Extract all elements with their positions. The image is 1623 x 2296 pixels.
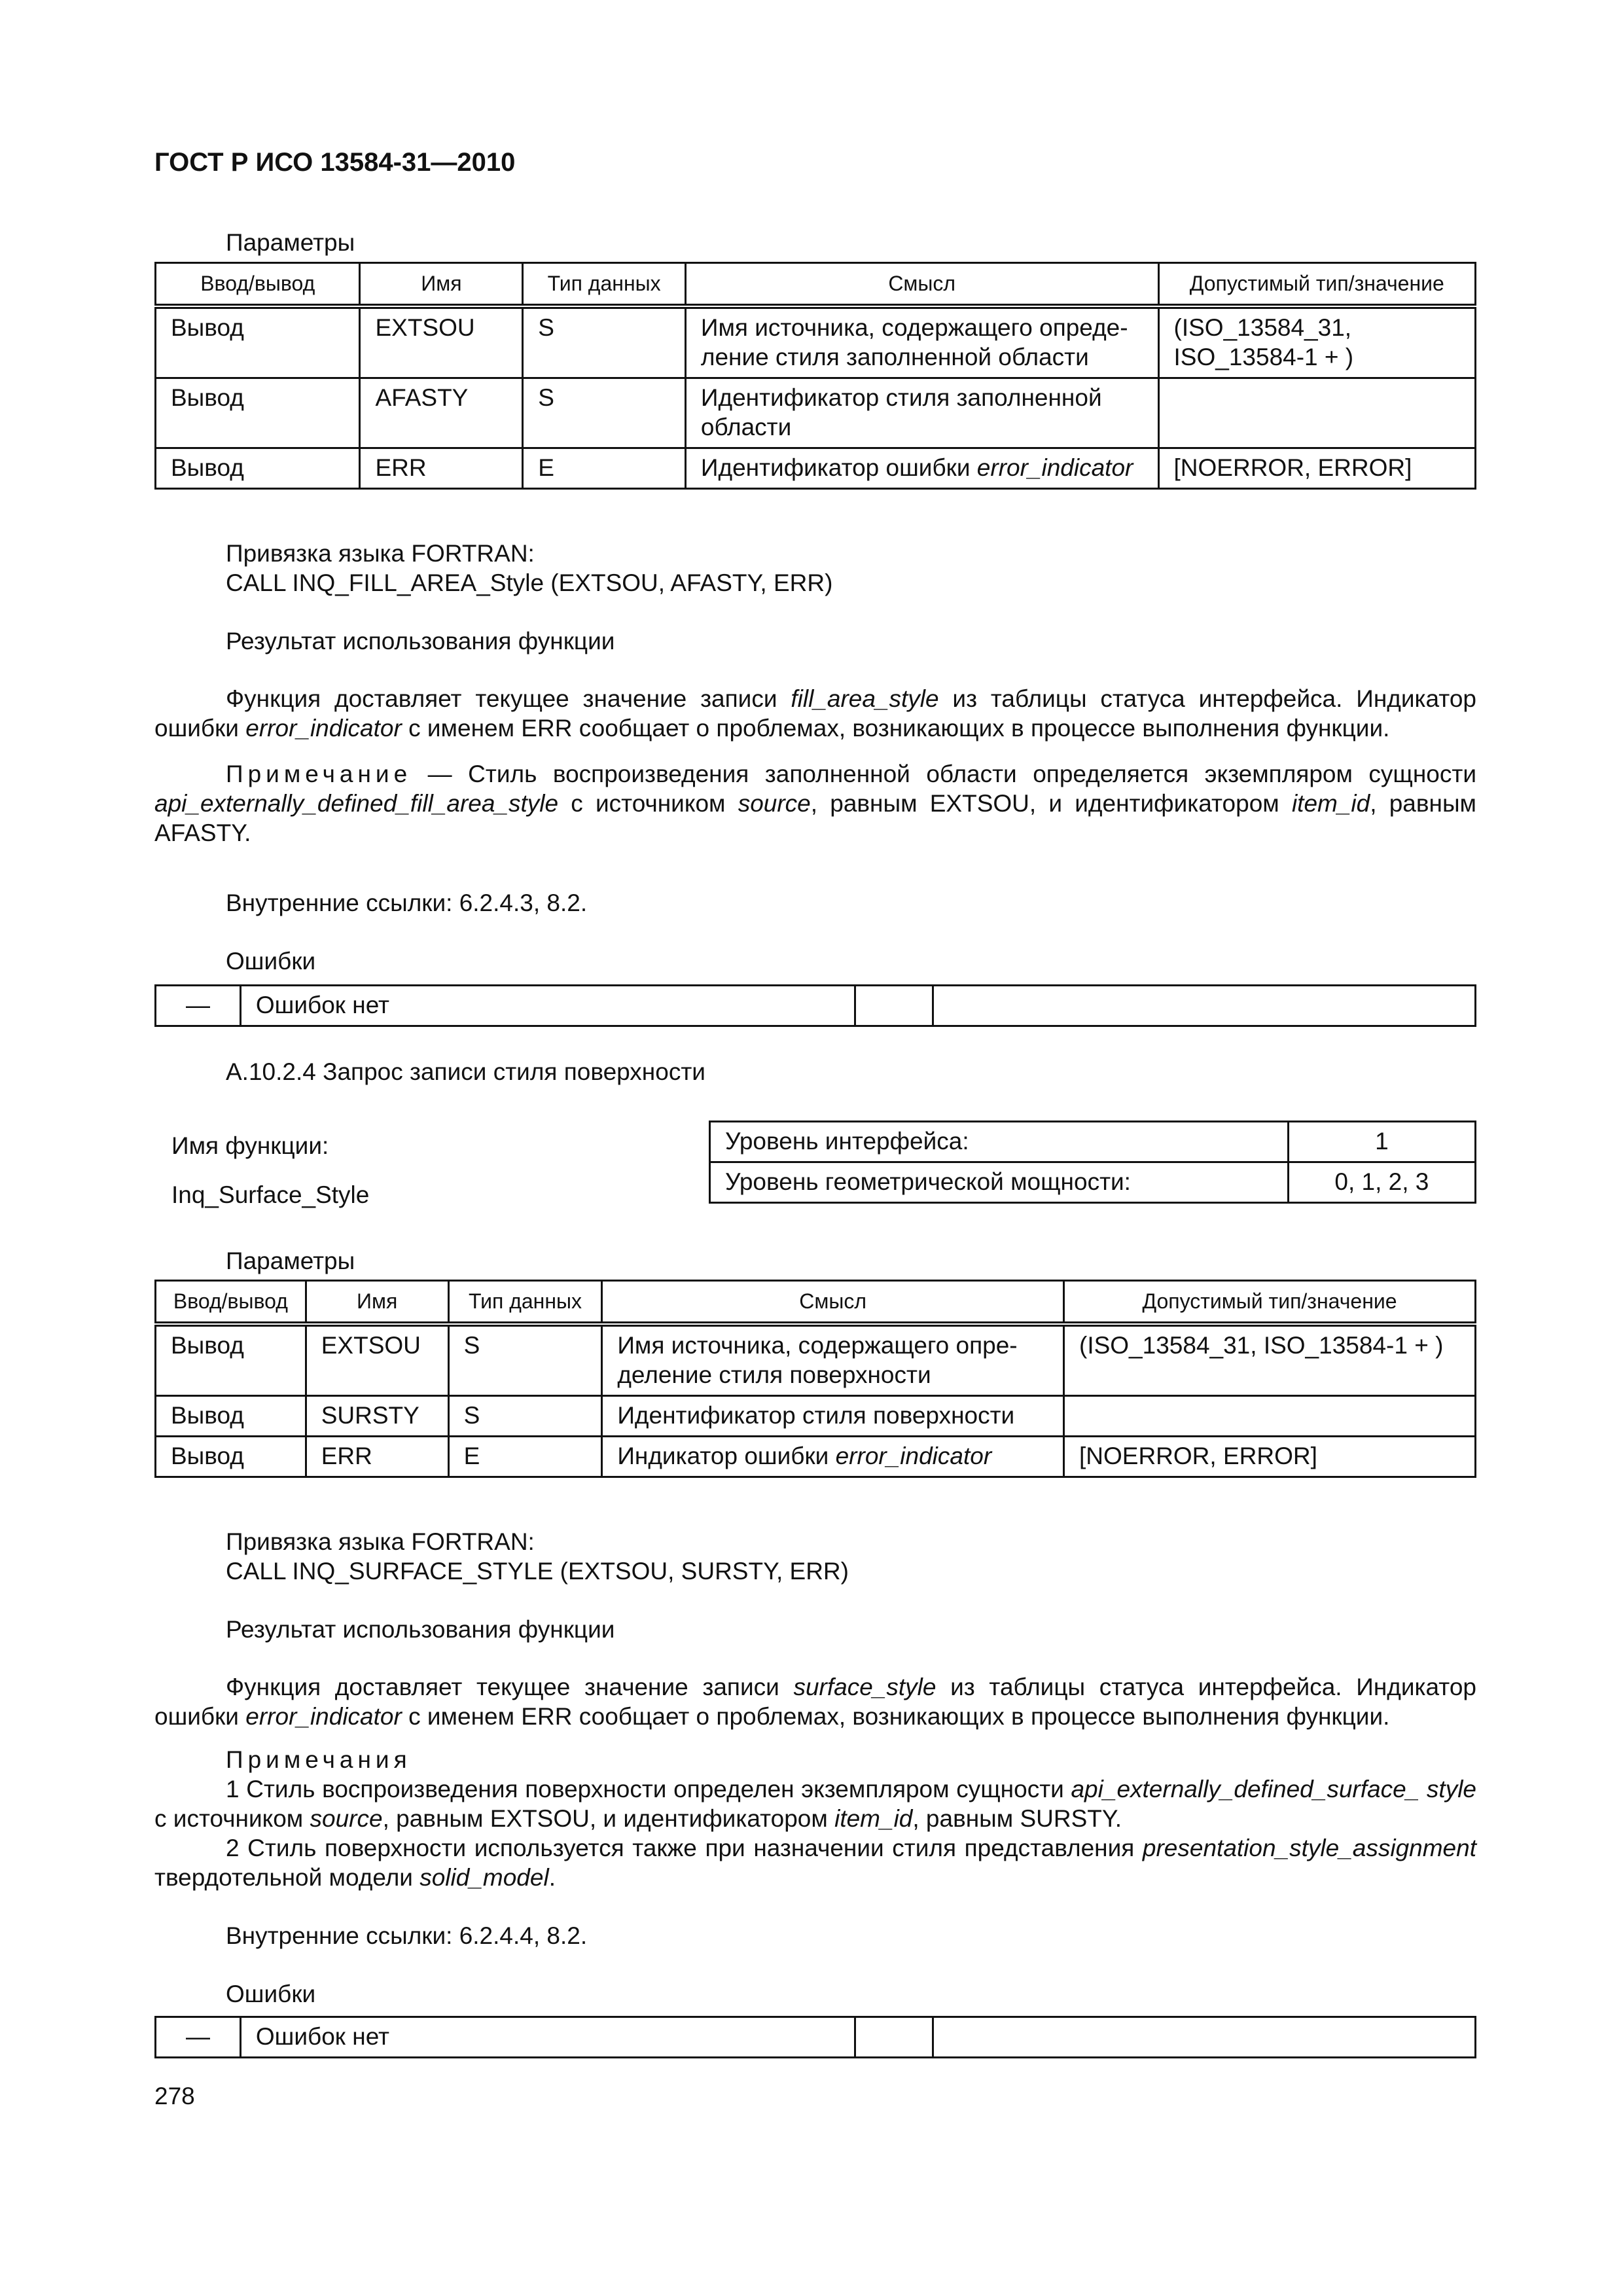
result-text-1: Функция доставляет текущее значение записи fill_area_style из таблицы статуса интерфейса. Индикатор ошибки error_indicator с именем ERR сообщает о проблемах, возникающих в процессе выполнения функции. [154,685,1476,742]
table-row: Вывод ERR E Идентификатор ошибки error_indicator [NOERROR, ERROR] [156,448,1476,489]
fortran-call-2: CALL INQ_SURFACE_STYLE (EXTSOU, SURSTY, ERR) [226,1558,849,1585]
col-type: Тип данных [448,1281,602,1325]
note-2-1: 1 Стиль воспроизведения поверхности определен экземпляром сущности api_externally_defined_surface_ style с источником source, равным EXTSOU, и идентификатором item_id, равным SURSTY. [154,1776,1476,1832]
params-label: Параметры [226,229,355,256]
col-values: Допустимый тип/значение [1064,1281,1476,1325]
table-row: Вывод EXTSOU S Имя источника, содержащего опре-деление стиля поверхности (ISO_13584_31, ISO_13584-1 + ) [156,1324,1476,1396]
col-values: Допустимый тип/значение [1158,263,1475,307]
errors-label-2: Ошибки [226,1981,316,2007]
table-row: Вывод EXTSOU S Имя источника, содержащего опреде-ление стиля заполненной области (ISO_13584_31, ISO_13584-1 + ) [156,306,1476,378]
col-name: Имя [360,263,523,307]
table-row: — Ошибок нет [156,986,1476,1026]
params-table-2 [154,1280,1476,1478]
page-number: 278 [154,2083,195,2109]
fortran-call-1: CALL INQ_FILL_AREA_Style (EXTSOU, AFASTY, ERR) [226,569,833,596]
fortran-label-2: Привязка языка FORTRAN: [226,1528,535,1555]
section-heading: А.10.2.4 Запрос записи стиля поверхности [226,1058,705,1085]
col-name: Имя [306,1281,448,1325]
table-row: Вывод SURSTY S Идентификатор стиля поверхности [156,1396,1476,1437]
col-io: Ввод/вывод [156,263,360,307]
table-row: Вывод AFASTY S Идентификатор стиля заполненной области [156,378,1476,448]
function-name-label: Имя функции: [171,1132,329,1159]
params-table-1 [154,262,1476,490]
document-header: ГОСТ Р ИСО 13584-31—2010 [154,148,516,177]
errors-label-1: Ошибки [226,948,316,975]
col-meaning: Смысл [685,263,1158,307]
notes-label-2: Примечания [226,1746,412,1773]
note-1: Примечание — Стиль воспроизведения заполненной области определяется экземпляром сущности api_externally_defined_fill_area_style с источником source, равным EXTSOU, и идентификатором item_id, равным AFASTY. [154,761,1476,846]
col-type: Тип данных [523,263,686,307]
result-label-1: Результат использования функции [226,628,615,655]
fortran-label-1: Привязка языка FORTRAN: [226,540,535,567]
params-label-2: Параметры [226,1247,355,1274]
table-row: — Ошибок нет [156,2017,1476,2058]
function-name: Inq_Surface_Style [171,1181,370,1208]
internal-refs-1: Внутренние ссылки: 6.2.4.3, 8.2. [226,889,588,916]
table-row: Уровень геометрической мощности: 0, 1, 2, 3 [710,1162,1476,1203]
errors-table-1 [154,984,1476,1027]
internal-refs-2: Внутренние ссылки: 6.2.4.4, 8.2. [226,1922,588,1949]
errors-table-2 [154,2016,1476,2058]
table-row: Уровень интерфейса: 1 [710,1122,1476,1162]
levels-table [709,1121,1476,1204]
result-label-2: Результат использования функции [226,1616,615,1643]
col-io: Ввод/вывод [156,1281,306,1325]
col-meaning: Смысл [602,1281,1064,1325]
table-row: Вывод ERR E Индикатор ошибки error_indicator [NOERROR, ERROR] [156,1437,1476,1477]
note-2-2: 2 Стиль поверхности используется также при назначении стиля представления presentation_style_assignment твердотельной модели solid_model. [154,1835,1476,1891]
result-text-2: Функция доставляет текущее значение записи surface_style из таблицы статуса интерфейса. Индикатор ошибки error_indicator с именем ERR сообщает о проблемах, возникающих в процессе выполнения функции. [154,1674,1476,1730]
